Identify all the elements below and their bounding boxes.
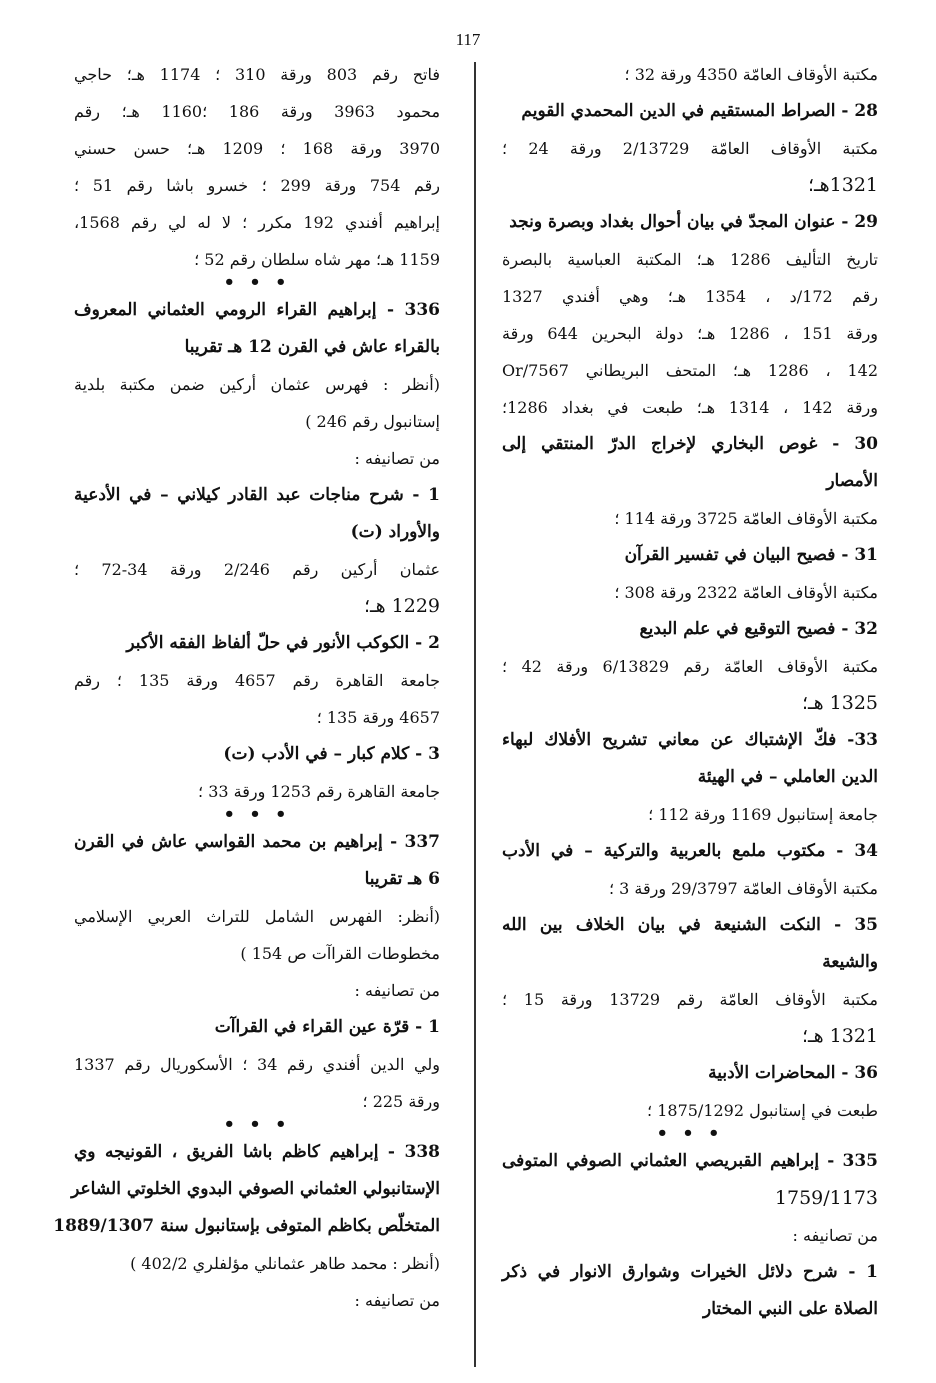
text-line: (أنظر: الفهرس الشامل للتراث العربي الإسلامي — [74, 907, 440, 926]
text-line: تاريخ التأليف 1286 هـ؛ المكتبة العباسية بالبصرة — [502, 250, 879, 269]
text-line: 337 - إبراهيم بن محمد القواسي عاش في القرن — [74, 832, 440, 852]
text-line: من تصانيفه : — [792, 1226, 878, 1245]
section-separator: • • • — [223, 804, 291, 825]
text-line: ورقة 151 ، 1286 هـ؛ دولة البحرين 644 ورقة — [502, 324, 879, 343]
text-line: ورقة 142 ، 1314 هـ؛ طبعت في بغداد 1286؛ — [502, 398, 879, 417]
text-line: ورقة 225 ؛ — [362, 1092, 440, 1111]
text-line: 142 ، 1286 هـ؛ المتحف البريطاني 7567/Or — [502, 361, 878, 380]
text-line: الأمصار — [826, 471, 878, 491]
text-line: مكتبة الأوقاف العامّة 4350 ورقة 32 ؛ — [624, 65, 878, 84]
text-line: 36 - المحاضرات الأدبية — [708, 1063, 878, 1083]
text-line: 1 - شرح مناجات عبد القادر كيلاني – في الأدعية — [74, 485, 440, 505]
text-line: 29 - عنوان المجدّ في بيان أحوال بغداد وبصرة ونجد — [509, 212, 878, 232]
text-line: 2 - الكوكب الأنور في حلّ ألفاظ الفقه الأكبر — [126, 633, 440, 653]
text-line: 33- فكّ الإشتباك عن معاني تشريح الأفلاك لبهاء — [502, 730, 878, 750]
right-column — [502, 56, 878, 1328]
text-line: 1159 هـ؛ مهر شاه سلطان رقم 52 ؛ — [194, 250, 440, 269]
text-line: بالقراء عاش في القرن 12 هـ تقريبا — [184, 337, 440, 357]
text-line: مكتبة الأوقاف العامّة 3725 ورقة 114 ؛ — [614, 509, 878, 528]
section-separator: • • • — [223, 1114, 291, 1135]
left-column — [53, 56, 441, 1319]
text-line: جامعة القاهرة رقم 4657 ورقة 135 ؛ رقم — [74, 671, 440, 690]
text-line: إبراهيم أفندي 192 مكرر ؛ لا له لي رقم 1568، — [74, 213, 440, 232]
text-line: فاتح رقم 803 ورقة 310 ؛ 1174 هـ؛ حاجي — [74, 65, 440, 84]
text-line: من تصانيفه : — [354, 449, 440, 468]
text-line: 31 - فصيح البيان في تفسير القرآن — [624, 545, 878, 565]
text-line: والشيعة — [822, 952, 878, 972]
section-separator: • • • — [223, 272, 291, 293]
text-line: مكتبة الأوقاف العامّة 29/3797 ورقة 3 ؛ — [608, 879, 878, 898]
text-line: 1321هـ؛ — [808, 174, 878, 196]
text-line: 1229 هـ؛ — [363, 595, 440, 617]
text-line: 4657 ورقة 135 ؛ — [316, 708, 440, 727]
text-line: مكتبة الأوقاف العامّة 2/13729 ورقة 24 ؛ — [502, 139, 878, 158]
section-separator: • • • — [656, 1123, 724, 1144]
text-line: الصلاة على النبي المختار — [703, 1299, 878, 1319]
text-line: 1321 هـ؛ — [801, 1025, 878, 1047]
text-line: والأوراد (ت) — [350, 522, 440, 542]
text-line: 3 - كلام كبار – في الأدب (ت) — [223, 744, 440, 764]
text-line: طبعت في إستانبول 1875/1292 ؛ — [647, 1101, 878, 1120]
text-line: من تصانيفه : — [354, 1291, 440, 1310]
text-line: مخطوطات القراآت ص 154 ) — [240, 944, 440, 963]
page-number: 117 — [455, 30, 481, 49]
text-line: 1 - شرح دلائل الخيرات وشوارق الانوار في ذكر — [502, 1262, 878, 1282]
text-line: 1 - قرّة عين القراء في القراآت — [214, 1017, 440, 1037]
text-line: 32 - فصيح التوقيع في علم البديع — [639, 619, 878, 639]
text-line: 3970 ورقة 168 ؛ 1209 هـ؛ حسن حسني — [74, 139, 441, 158]
text-line: 336 - إبراهيم القراء الرومي العثماني المعروف — [74, 300, 440, 320]
text-line: الدين العاملي – في الهيئة — [697, 767, 878, 787]
text-line: 30 - غوص البخاري لإخراج الدرّ المنتقي إلى — [502, 434, 878, 454]
text-line: مكتبة الأوقاف العامّة 2322 ورقة 308 ؛ — [614, 583, 878, 602]
text-line: 335 - إبراهيم القبريصي العثماني الصوفي المتوفى — [502, 1151, 878, 1171]
text-line: الإستانبولي العثماني الصوفي البدوي الخلوتي الشاعر — [71, 1179, 440, 1199]
text-line: (أنظر : محمد طاهر عثمانلي مؤلفلري 402/2 ) — [130, 1254, 440, 1273]
text-line: عثمان أركين رقم 2/246 ورقة 34-72 ؛ — [74, 560, 440, 579]
text-line: 338 - إبراهيم كاظم باشا الفريق ، القونيجه وي — [74, 1142, 440, 1162]
text-line: 34 - مكتوب ملمع بالعربية والتركية – في الأدب — [502, 841, 878, 861]
text-line: جامعة القاهرة رقم 1253 ورقة 33 ؛ — [198, 782, 440, 801]
text-line: مكتبة الأوقاف العامّة رقم 6/13829 ورقة 42 ؛ — [502, 657, 879, 676]
text-line: المتخلّص بكاظم المتوفى بإستانبول سنة 1889/1307 — [53, 1216, 440, 1236]
text-line: رقم 172/د ، 1354 هـ؛ وهي أفندي 1327 — [502, 287, 879, 306]
text-line: محمود 3963 ورقة 186 ؛1160 هـ؛ رقم — [74, 102, 441, 121]
text-line: 35 - النكت الشنيعة في بيان الخلاف بين الله — [502, 915, 878, 935]
text-line: (أنظر : فهرس عثمان أركين ضمن مكتبة بلدية — [74, 375, 440, 394]
text-line: 1325 هـ؛ — [801, 692, 878, 714]
text-line: مكتبة الأوقاف العامّة رقم 13729 ورقة 15 ؛ — [502, 990, 878, 1009]
text-line: رقم 754 ورقة 299 ؛ خسرو باشا رقم 51 ؛ — [74, 176, 441, 195]
text-line: 1759/1173 — [774, 1187, 878, 1209]
text-line: إستانبول رقم 246 ) — [305, 412, 440, 431]
text-line: جامعة إستانبول 1169 ورقة 112 ؛ — [648, 805, 878, 824]
text-line: 28 - الصراط المستقيم في الدين المحمدي القويم — [521, 101, 878, 121]
text-line: 6 هـ تقريبا — [364, 869, 440, 889]
text-line: من تصانيفه : — [354, 981, 440, 1000]
text-line: ولي الدين أفندي رقم 34 ؛ الأسكوريال رقم 1337 — [74, 1055, 440, 1074]
column-divider — [474, 62, 476, 1367]
